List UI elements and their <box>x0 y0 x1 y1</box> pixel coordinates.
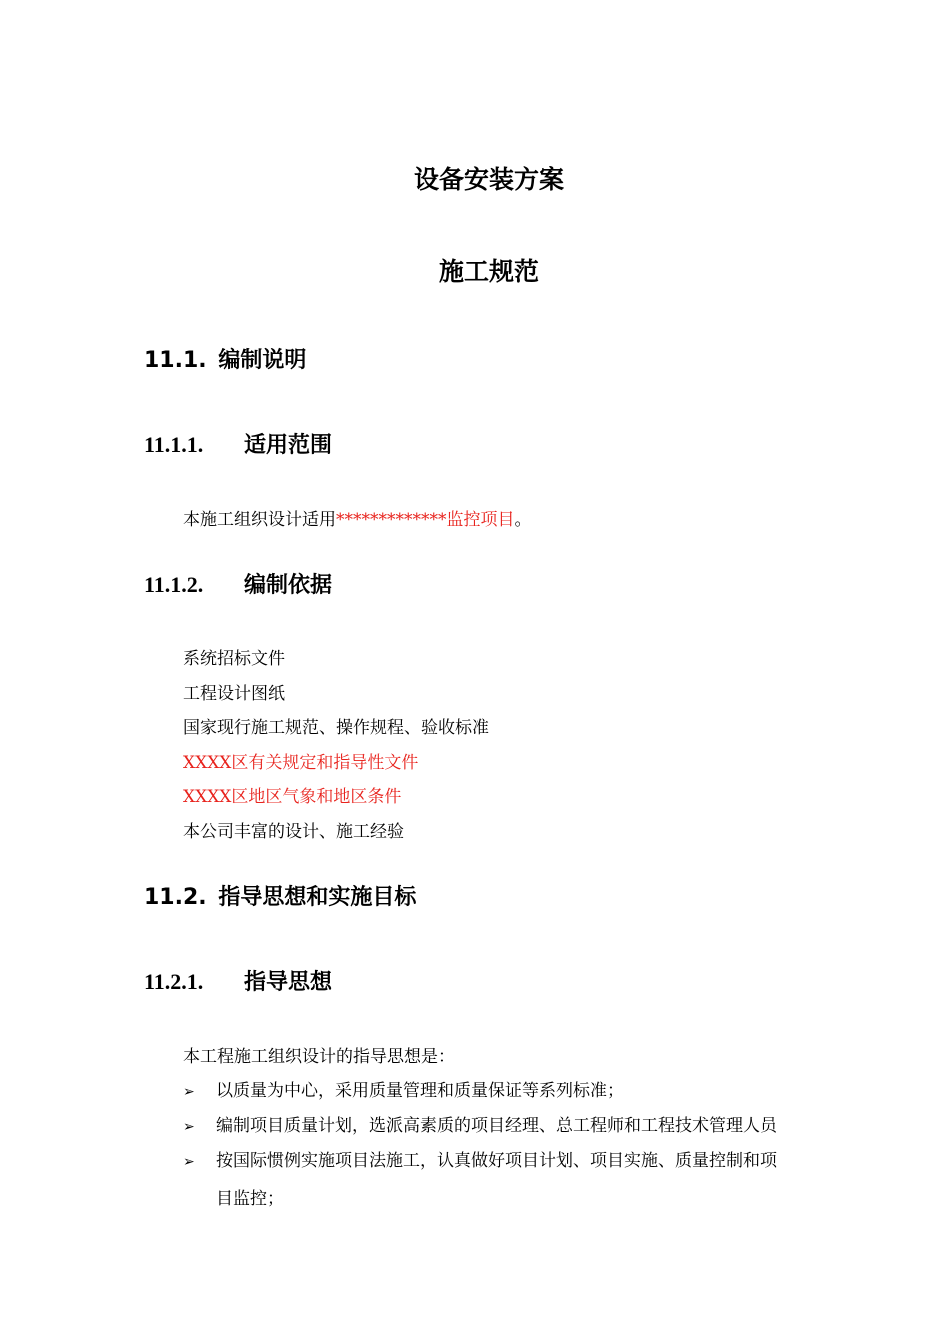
scope-paragraph <box>183 505 532 530</box>
project-name-placeholder: *************监控项目 <box>336 510 515 530</box>
scope-text-suffix: 。 <box>514 510 532 530</box>
basis-item: 本公司丰富的设计、施工经验 <box>183 822 404 842</box>
document-title: 设备安装方案 <box>413 165 564 194</box>
heading-11-2-1 <box>144 965 332 996</box>
basis-item: 国家现行施工规范、操作规程、验收标准 <box>183 718 489 738</box>
heading-number: 11.2.1. <box>144 969 204 994</box>
heading-11-1 <box>144 343 306 374</box>
heading-11-2 <box>144 880 416 911</box>
heading-number: 11.1.2. <box>144 572 204 597</box>
bullet-text: 以质量为中心，采用质量管理和质量保证等系列标准； <box>216 1081 624 1101</box>
heading-11-1-1 <box>144 428 332 459</box>
guiding-bullet <box>183 1146 777 1171</box>
guiding-intro: 本工程施工组织设计的指导思想是： <box>183 1047 455 1067</box>
heading-title: 编制依据 <box>244 573 333 598</box>
scope-text-prefix: 本施工组织设计适用 <box>183 510 336 530</box>
heading-number: 11.1.1. <box>144 432 204 457</box>
heading-title: 指导思想 <box>244 970 333 995</box>
bullet-text: 按国际惯例实施项目法施工，认真做好项目计划、项目实施、质量控制和项 <box>216 1151 777 1171</box>
heading-title: 编制说明 <box>218 348 307 373</box>
heading-number: 11.1. <box>144 348 207 373</box>
basis-item: XXXX区地区气象和地区条件 <box>183 787 402 807</box>
heading-number: 11.2. <box>144 885 207 910</box>
document-subtitle: 施工规范 <box>438 257 539 286</box>
bullet-text: 编制项目质量计划，选派高素质的项目经理、总工程师和工程技术管理人员 <box>216 1116 777 1136</box>
basis-item: XXXX区有关规定和指导性文件 <box>183 753 419 773</box>
bullet-continuation: 目监控； <box>216 1189 284 1209</box>
heading-title: 适用范围 <box>244 433 333 458</box>
heading-11-1-2 <box>144 568 332 599</box>
guiding-bullet <box>183 1111 777 1136</box>
heading-title: 指导思想和实施目标 <box>218 885 417 910</box>
arrow-bullet-icon: ➢ <box>183 1119 195 1135</box>
basis-item: 工程设计图纸 <box>183 684 285 704</box>
arrow-bullet-icon: ➢ <box>183 1154 195 1170</box>
arrow-bullet-icon: ➢ <box>183 1084 195 1100</box>
guiding-bullet <box>183 1076 624 1101</box>
basis-item: 系统招标文件 <box>183 649 285 669</box>
